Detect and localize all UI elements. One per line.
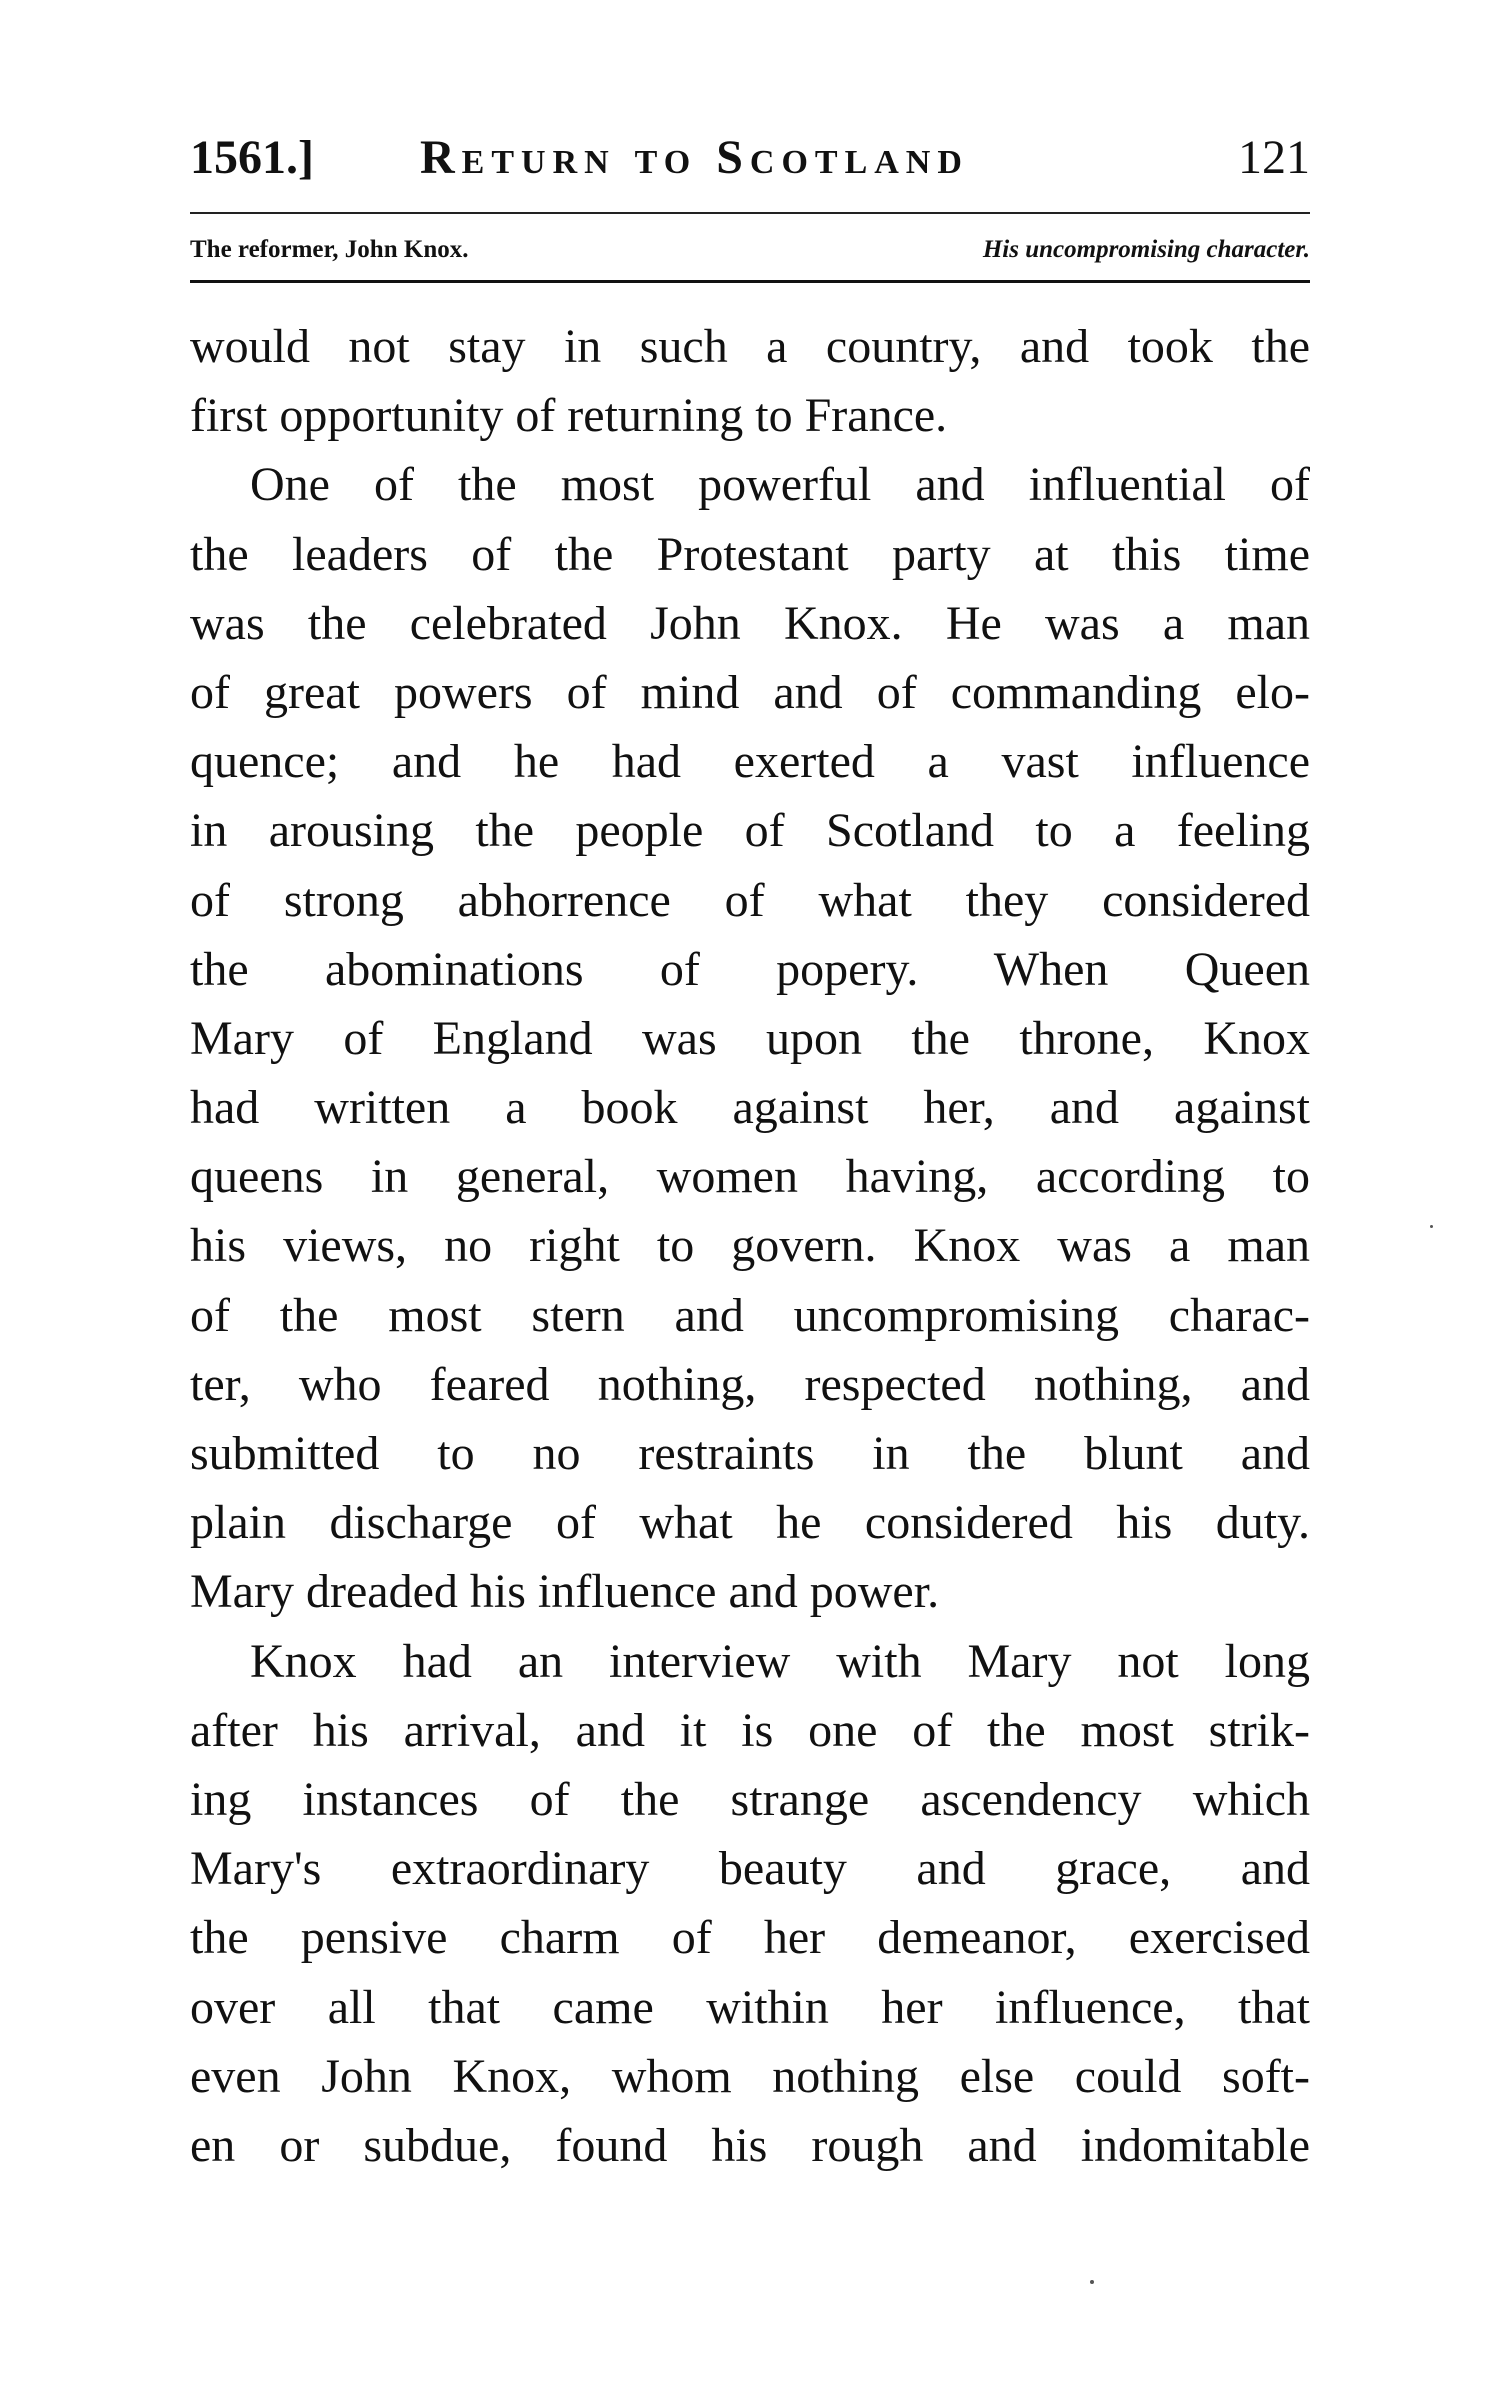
- text-line: Mary's extraordinary beauty and grace, and: [190, 1842, 1310, 1896]
- header-rule-top: [190, 212, 1310, 214]
- text-line: Knox had an interview with Mary not long: [250, 1634, 1310, 1688]
- text-line: first opportunity of returning to France.: [190, 389, 948, 443]
- text-line: over all that came within her influence, that: [190, 1980, 1310, 2034]
- text-line: queens in general, women having, according to: [190, 1150, 1310, 1204]
- running-head: [190, 128, 1310, 188]
- print-speck: [1090, 2280, 1094, 2284]
- running-head-title: Return to Scotland: [420, 131, 969, 184]
- text-line: of great powers of mind and of commanding elo-: [190, 665, 1310, 719]
- text-line: quence; and he had exerted a vast influence: [190, 735, 1310, 789]
- text-line: submitted to no restraints in the blunt and: [190, 1427, 1310, 1480]
- text-line: Mary of England was upon the throne, Knox: [190, 1011, 1310, 1065]
- subhead: [190, 230, 1310, 270]
- paragraph-john-knox: [190, 450, 1310, 1626]
- text-line: was the celebrated John Knox. He was a man: [190, 596, 1310, 650]
- page-number: 121: [1238, 131, 1310, 184]
- text-line: Mary dreaded his influence and power.: [190, 1565, 940, 1619]
- paragraph-continuation: [190, 312, 1310, 450]
- text-line: the leaders of the Protestant party at this time: [190, 527, 1310, 581]
- text-line: even John Knox, whom nothing else could soft-: [190, 2049, 1310, 2103]
- text-line: his views, no right to govern. Knox was a man: [190, 1219, 1310, 1273]
- subhead-right: His uncompromising character.: [982, 236, 1310, 263]
- text-line: One of the most powerful and influential of: [250, 458, 1310, 512]
- text-line: of the most stern and uncompromising charac-: [190, 1288, 1310, 1342]
- print-speck: [1430, 1225, 1433, 1228]
- subhead-left: The reformer, John Knox.: [190, 236, 469, 263]
- text-line: ter, who feared nothing, respected nothing, and: [190, 1357, 1310, 1411]
- text-line: ing instances of the strange ascendency which: [190, 1772, 1310, 1826]
- paragraph-interview: [190, 1627, 1310, 2181]
- text-line: of strong abhorrence of what they considered: [190, 873, 1310, 927]
- header-rule-bottom: [190, 280, 1310, 283]
- text-line: the pensive charm of her demeanor, exercised: [190, 1911, 1310, 1965]
- text-line: the abominations of popery. When Queen: [190, 942, 1310, 996]
- text-line: plain discharge of what he considered his duty.: [190, 1496, 1310, 1550]
- text-line: had written a book against her, and against: [190, 1081, 1310, 1135]
- running-head-year: 1561.]: [190, 131, 314, 184]
- text-line: would not stay in such a country, and took the: [190, 320, 1310, 373]
- body-text: [190, 312, 1310, 2180]
- text-line: after his arrival, and it is one of the most strik-: [190, 1703, 1310, 1757]
- text-line: in arousing the people of Scotland to a feeling: [190, 804, 1310, 858]
- text-line: en or subdue, found his rough and indomitable: [190, 2118, 1310, 2172]
